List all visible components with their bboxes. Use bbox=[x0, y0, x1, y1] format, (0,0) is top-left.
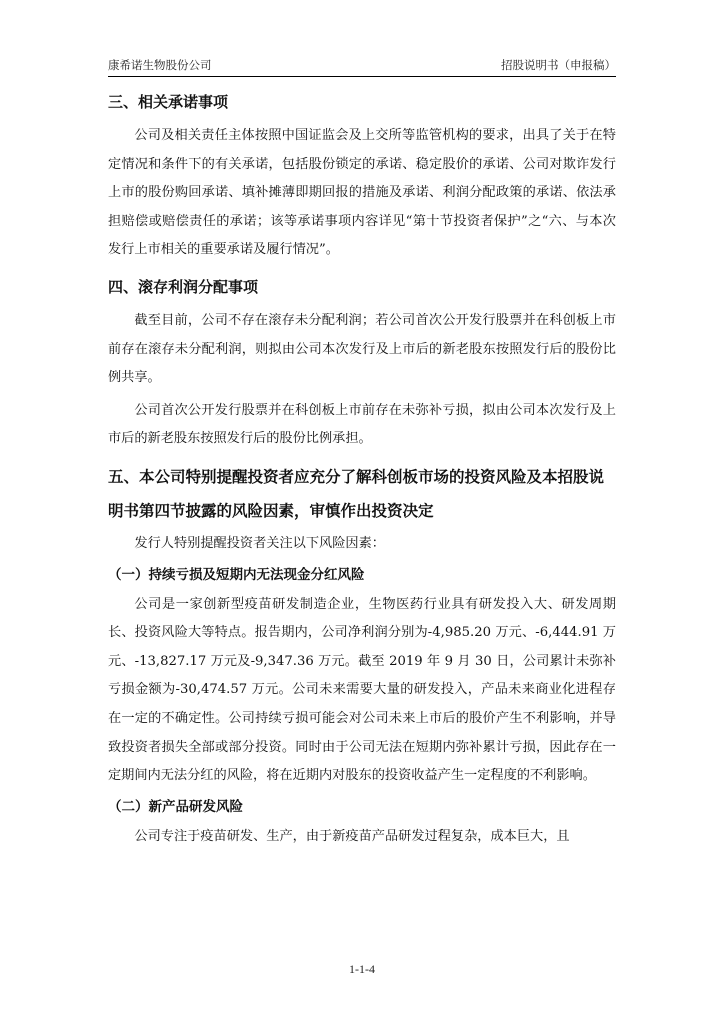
header-document-title: 招股说明书（申报稿） bbox=[501, 58, 616, 72]
section-5-1-heading: （一）持续亏损及短期内无法现金分红风险 bbox=[108, 566, 365, 583]
section-3-paragraph-1: 公司及相关责任主体按照中国证监会及上交所等监管机构的要求，出具了关于在特定情况和条件下的有关承诺，包括股份锁定的承诺、稳定股价的承诺、公司对欺诈发行上市的股份购回承诺、填补摊薄即期回报的措施及承诺、利润分配政策的承诺、依法承担赔偿或赔偿责任的承诺；该等承诺事项内容详见“第十节投资者保护”之“六、与本次发行上市相关的重要承诺及履行情况”。 bbox=[108, 128, 616, 258]
section-5-heading: 五、本公司特别提醒投资者应充分了解科创板市场的投资风险及本招股说明书第四节披露的风险因素，审慎作出投资决定 bbox=[108, 467, 605, 520]
header-company-name: 康希诺生物股份公司 bbox=[108, 58, 212, 72]
section-5-1-paragraph-1: 公司是一家创新型疫苗研发制造企业，生物医药行业具有研发投入大、研发周期长、投资风险大等特点。报告期内，公司净利润分别为-4,985.20 万元、-6,444.91 万元、-13,827.17 万元及-9,347.36 万元。截至 2019 年 9 月 30 日，公司累计未弥补亏损金额为-30,474.57 万元。公司未来需要大量的研发投入，产品未来商业化进程存在一定的不确定性。公司持续亏损可能会对公司未来上市后的股价产生不利影响，并导致投资者损失全部或部分投资。同时由于公司无法在短期内弥补累计亏损，因此存在一定期间内无法分红的风险，将在近期内对股东的投资收益产生一定程度的不利影响。 bbox=[108, 596, 616, 784]
page-header bbox=[108, 56, 616, 77]
section-3-heading: 三、相关承诺事项 bbox=[108, 93, 229, 111]
section-4-paragraph-2: 公司首次公开发行股票并在科创板上市前存在未弥补亏损，拟由公司本次发行及上市后的新老股东按照发行后的股份比例承担。 bbox=[108, 402, 616, 447]
section-5-2-heading: （二）新产品研发风险 bbox=[108, 798, 243, 815]
section-4-heading: 四、滚存利润分配事项 bbox=[108, 277, 259, 296]
section-5-paragraph-1: 发行人特别提醒投资者关注以下风险因素： bbox=[134, 535, 385, 551]
document-body bbox=[108, 80, 616, 855]
section-4-paragraph-1: 截至目前，公司不存在滚存未分配利润；若公司首次公开发行股票并在科创板上市前存在滚存未分配利润，则拟由公司本次发行及上市后的新老股东按照发行后的股份比例共享。 bbox=[108, 312, 616, 386]
section-5-2-paragraph-1: 公司专注于疫苗研发、生产，由于新疫苗产品研发过程复杂，成本巨大，且 bbox=[134, 828, 570, 844]
page-number: 1-1-4 bbox=[349, 962, 375, 976]
